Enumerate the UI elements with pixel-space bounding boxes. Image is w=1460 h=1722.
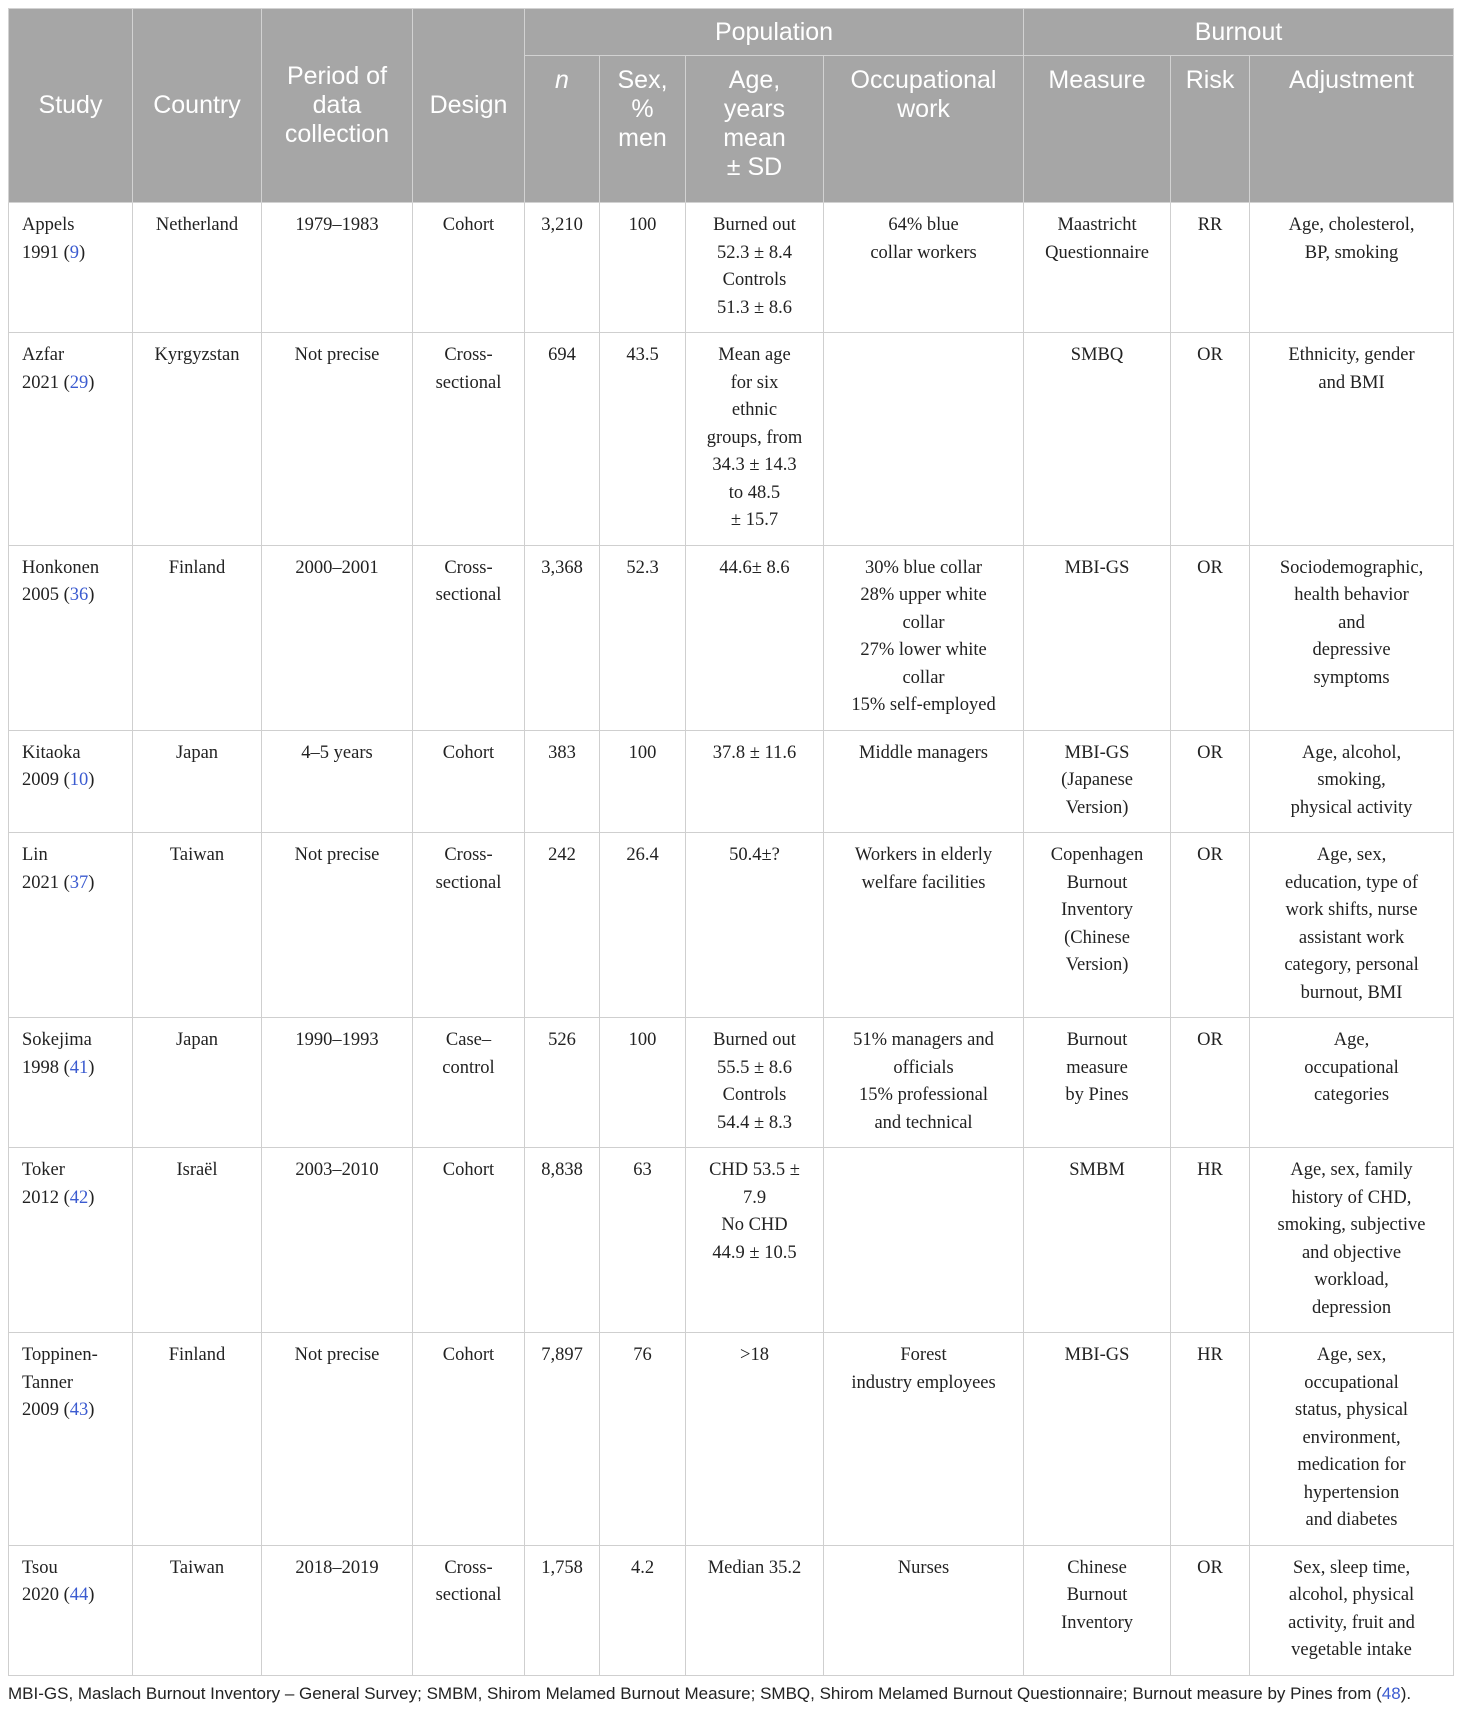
cell-study xyxy=(9,1545,133,1675)
study-reference-close: ) xyxy=(88,770,95,790)
study-reference-close: ) xyxy=(88,585,95,605)
study-name: Tsou 2020 ( xyxy=(22,1557,70,1605)
cell-study xyxy=(9,730,133,833)
table-row xyxy=(9,333,1454,546)
study-name: Sokejima 1998 ( xyxy=(22,1030,92,1078)
cell-occupation: 64% blue collar workers xyxy=(824,203,1024,333)
study-reference-link[interactable]: 36 xyxy=(69,585,89,605)
col-header-n: n xyxy=(525,56,600,203)
cell-risk: OR xyxy=(1171,545,1250,730)
study-name: Lin 2021 ( xyxy=(22,845,70,893)
study-reference-close: ) xyxy=(88,872,95,893)
cell-measure: SMBM xyxy=(1024,1148,1171,1333)
table-row xyxy=(9,1018,1454,1148)
study-reference-link[interactable]: 9 xyxy=(69,242,80,263)
col-header-design: Design xyxy=(413,9,525,203)
study-table xyxy=(8,8,1454,1676)
cell-period: 4–5 years xyxy=(262,730,413,833)
study-name: Kitaoka 2009 ( xyxy=(22,742,81,790)
cell-period: 2003–2010 xyxy=(262,1148,413,1333)
cell-risk: HR xyxy=(1171,1148,1250,1333)
cell-country: Taiwan xyxy=(133,833,262,1018)
study-reference-close: ) xyxy=(88,1057,95,1078)
cell-n: 8,838 xyxy=(525,1148,600,1333)
cell-sex: 52.3 xyxy=(600,545,686,730)
cell-study xyxy=(9,333,133,546)
cell-risk: HR xyxy=(1171,1333,1250,1546)
cell-design: Cross- sectional xyxy=(413,1545,525,1675)
cell-adjustment: Age, occupational categories xyxy=(1250,1018,1454,1148)
col-header-study: Study xyxy=(9,9,133,203)
study-reference-close: ) xyxy=(88,1400,95,1420)
cell-study xyxy=(9,545,133,730)
study-name: Appels 1991 ( xyxy=(22,215,75,263)
table-row xyxy=(9,730,1454,833)
study-reference-link[interactable]: 29 xyxy=(69,372,89,393)
group-header-burnout: Burnout xyxy=(1024,9,1454,56)
cell-country: Taiwan xyxy=(133,1545,262,1675)
cell-country: Japan xyxy=(133,1018,262,1148)
table-row xyxy=(9,1545,1454,1675)
cell-age: Median 35.2 xyxy=(686,1545,824,1675)
cell-adjustment: Sociodemographic, health behavior and depressive symptoms xyxy=(1250,545,1454,730)
study-reference-link[interactable]: 44 xyxy=(69,1585,89,1605)
cell-design: Cross- sectional xyxy=(413,333,525,546)
cell-study xyxy=(9,1333,133,1546)
cell-n: 1,758 xyxy=(525,1545,600,1675)
cell-occupation: 30% blue collar 28% upper white collar 27% lower white collar 15% self-employed xyxy=(824,545,1024,730)
cell-adjustment: Age, cholesterol, BP, smoking xyxy=(1250,203,1454,333)
col-header-period: Period of data collection xyxy=(262,9,413,203)
cell-sex: 100 xyxy=(600,730,686,833)
cell-measure: Chinese Burnout Inventory xyxy=(1024,1545,1171,1675)
study-reference-link[interactable]: 43 xyxy=(69,1400,89,1420)
table-row xyxy=(9,545,1454,730)
cell-study xyxy=(9,1018,133,1148)
study-reference-link[interactable]: 10 xyxy=(69,770,89,790)
cell-adjustment: Age, sex, occupational status, physical environment, medication for hypertension and diabetes xyxy=(1250,1333,1454,1546)
cell-design: Case– control xyxy=(413,1018,525,1148)
cell-risk: OR xyxy=(1171,730,1250,833)
cell-country: Israël xyxy=(133,1148,262,1333)
table-row xyxy=(9,203,1454,333)
study-reference-close: ) xyxy=(88,1585,95,1605)
cell-country: Netherland xyxy=(133,203,262,333)
cell-sex: 100 xyxy=(600,203,686,333)
study-reference-close: ) xyxy=(88,1187,95,1208)
study-reference-link[interactable]: 41 xyxy=(69,1057,89,1078)
cell-study xyxy=(9,1148,133,1333)
cell-adjustment: Age, sex, education, type of work shifts, nurse assistant work category, personal burnout, BMI xyxy=(1250,833,1454,1018)
study-reference-close: ) xyxy=(88,372,95,393)
cell-period: 2018–2019 xyxy=(262,1545,413,1675)
study-reference-link[interactable]: 42 xyxy=(69,1187,89,1208)
col-header-measure: Measure xyxy=(1024,56,1171,203)
cell-age: Burned out 52.3 ± 8.4 Controls 51.3 ± 8.6 xyxy=(686,203,824,333)
cell-occupation: Nurses xyxy=(824,1545,1024,1675)
cell-age: 44.6± 8.6 xyxy=(686,545,824,730)
cell-design: Cohort xyxy=(413,1333,525,1546)
cell-sex: 26.4 xyxy=(600,833,686,1018)
study-name: Toppinen- Tanner 2009 ( xyxy=(22,1345,98,1420)
cell-n: 7,897 xyxy=(525,1333,600,1546)
cell-occupation xyxy=(824,333,1024,546)
cell-country: Kyrgyzstan xyxy=(133,333,262,546)
cell-age: Mean age for six ethnic groups, from 34.3 ± 14.3 to 48.5 ± 15.7 xyxy=(686,333,824,546)
cell-risk: OR xyxy=(1171,1545,1250,1675)
group-header-population: Population xyxy=(525,9,1024,56)
col-header-country: Country xyxy=(133,9,262,203)
cell-occupation xyxy=(824,1148,1024,1333)
footnote-reference-link[interactable]: 48 xyxy=(1381,1683,1401,1703)
table-row xyxy=(9,1148,1454,1333)
table-footnote xyxy=(8,1683,1453,1705)
cell-measure: SMBQ xyxy=(1024,333,1171,546)
table-row xyxy=(9,1333,1454,1546)
col-header-occupation: Occupational work xyxy=(824,56,1024,203)
cell-age: 37.8 ± 11.6 xyxy=(686,730,824,833)
cell-period: 1990–1993 xyxy=(262,1018,413,1148)
col-header-sex: Sex, % men xyxy=(600,56,686,203)
cell-measure: Maastricht Questionnaire xyxy=(1024,203,1171,333)
cell-period: Not precise xyxy=(262,1333,413,1546)
cell-sex: 43.5 xyxy=(600,333,686,546)
cell-period: Not precise xyxy=(262,333,413,546)
cell-measure: MBI-GS (Japanese Version) xyxy=(1024,730,1171,833)
table-header xyxy=(9,9,1454,203)
cell-country: Japan xyxy=(133,730,262,833)
cell-age: CHD 53.5 ± 7.9 No CHD 44.9 ± 10.5 xyxy=(686,1148,824,1333)
cell-period: 2000–2001 xyxy=(262,545,413,730)
cell-design: Cross- sectional xyxy=(413,545,525,730)
cell-n: 3,368 xyxy=(525,545,600,730)
cell-study xyxy=(9,833,133,1018)
cell-adjustment: Age, sex, family history of CHD, smoking, subjective and objective workload, depression xyxy=(1250,1148,1454,1333)
study-reference-close: ) xyxy=(79,242,86,263)
cell-occupation: Workers in elderly welfare facilities xyxy=(824,833,1024,1018)
cell-n: 3,210 xyxy=(525,203,600,333)
cell-risk: RR xyxy=(1171,203,1250,333)
table-row xyxy=(9,833,1454,1018)
cell-sex: 76 xyxy=(600,1333,686,1546)
cell-adjustment: Ethnicity, gender and BMI xyxy=(1250,333,1454,546)
study-name: Toker 2012 ( xyxy=(22,1160,70,1208)
cell-sex: 63 xyxy=(600,1148,686,1333)
cell-age: 50.4±? xyxy=(686,833,824,1018)
cell-n: 242 xyxy=(525,833,600,1018)
table-container xyxy=(8,8,1453,1705)
cell-sex: 100 xyxy=(600,1018,686,1148)
cell-period: 1979–1983 xyxy=(262,203,413,333)
cell-country: Finland xyxy=(133,545,262,730)
col-header-adjustment: Adjustment xyxy=(1250,56,1454,203)
footnote-close: ). xyxy=(1400,1683,1412,1703)
cell-measure: MBI-GS xyxy=(1024,545,1171,730)
cell-study xyxy=(9,203,133,333)
cell-risk: OR xyxy=(1171,833,1250,1018)
col-header-age: Age, years mean ± SD xyxy=(686,56,824,203)
study-name: Honkonen 2005 ( xyxy=(22,557,100,605)
cell-n: 526 xyxy=(525,1018,600,1148)
cell-period: Not precise xyxy=(262,833,413,1018)
header-group-row xyxy=(9,9,1454,56)
cell-design: Cohort xyxy=(413,730,525,833)
cell-sex: 4.2 xyxy=(600,1545,686,1675)
cell-design: Cross- sectional xyxy=(413,833,525,1018)
cell-risk: OR xyxy=(1171,1018,1250,1148)
cell-design: Cohort xyxy=(413,1148,525,1333)
cell-measure: MBI-GS xyxy=(1024,1333,1171,1546)
cell-adjustment: Age, alcohol, smoking, physical activity xyxy=(1250,730,1454,833)
cell-n: 694 xyxy=(525,333,600,546)
cell-measure: Copenhagen Burnout Inventory (Chinese Version) xyxy=(1024,833,1171,1018)
cell-n: 383 xyxy=(525,730,600,833)
cell-design: Cohort xyxy=(413,203,525,333)
cell-adjustment: Sex, sleep time, alcohol, physical activity, fruit and vegetable intake xyxy=(1250,1545,1454,1675)
cell-occupation: 51% managers and officials 15% professional and technical xyxy=(824,1018,1024,1148)
cell-measure: Burnout measure by Pines xyxy=(1024,1018,1171,1148)
col-header-risk: Risk xyxy=(1171,56,1250,203)
cell-occupation: Forest industry employees xyxy=(824,1333,1024,1546)
cell-country: Finland xyxy=(133,1333,262,1546)
cell-age: Burned out 55.5 ± 8.6 Controls 54.4 ± 8.3 xyxy=(686,1018,824,1148)
table-body xyxy=(9,203,1454,1676)
footnote-text: MBI-GS, Maslach Burnout Inventory – General Survey; SMBM, Shirom Melamed Burnout Measure; SMBQ, Shirom Melamed Burnout Questionnaire; Burnout measure by Pines from ( xyxy=(8,1683,1382,1703)
cell-age: >18 xyxy=(686,1333,824,1546)
cell-occupation: Middle managers xyxy=(824,730,1024,833)
cell-risk: OR xyxy=(1171,333,1250,546)
study-reference-link[interactable]: 37 xyxy=(69,872,89,893)
study-name: Azfar 2021 ( xyxy=(22,345,70,393)
